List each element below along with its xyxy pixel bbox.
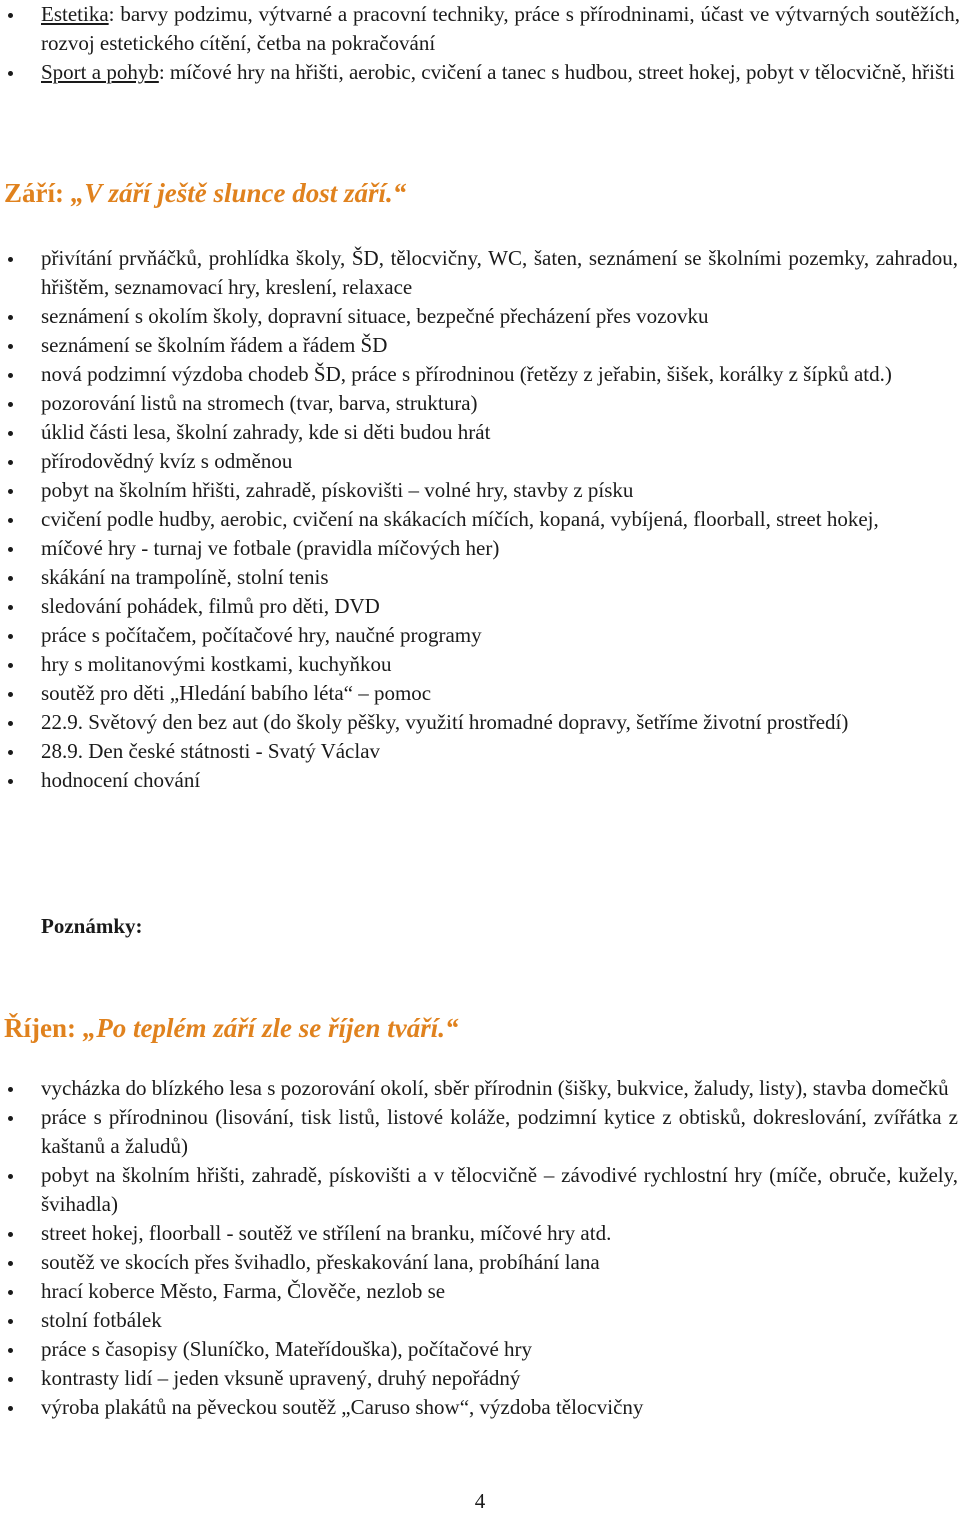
month-label: Říjen: xyxy=(4,1013,76,1043)
list-item: seznámení s okolím školy, dopravní situace, bezpečné přecházení přes vozovku xyxy=(0,302,958,331)
month-motto: „V září ještě slunce dost září.“ xyxy=(70,178,407,208)
list-item: pobyt na školním hřišti, zahradě, pískovišti a v tělocvičně – závodivé rychlostní hry (míče, obruče, kužely, švihadla) xyxy=(0,1161,958,1219)
list-item: pobyt na školním hřišti, zahradě, pískovišti – volné hry, stavby z písku xyxy=(0,476,958,505)
list-item: sledování pohádek, filmů pro děti, DVD xyxy=(0,592,958,621)
list-item: soutěž pro děti „Hledání babího léta“ – pomoc xyxy=(0,679,958,708)
list-item: úklid části lesa, školní zahrady, kde si děti budou hrát xyxy=(0,418,958,447)
list-item: kontrasty lidí – jeden vksuně upravený, druhý nepořádný xyxy=(0,1364,958,1393)
list-item: cvičení podle hudby, aerobic, cvičení na skákacích míčích, kopaná, vybíjená, floorball, street hokej, xyxy=(0,505,958,534)
list-item: přivítání prvňáčků, prohlídka školy, ŠD, tělocvičny, WC, šaten, seznámení se školními pozemky, zahradou, hřištěm, seznamovací hry, kreslení, relaxace xyxy=(0,244,958,302)
list-item: hry s molitanovými kostkami, kuchyňkou xyxy=(0,650,958,679)
category-text: : míčové hry na hřišti, aerobic, cvičení a tanec s hudbou, street hokej, pobyt v tělocvičně, hřišti xyxy=(158,60,955,84)
month-motto: „Po teplém září zle se říjen tváří.“ xyxy=(82,1013,459,1043)
list-item: skákání na trampolíně, stolní tenis xyxy=(0,563,958,592)
category-label: Sport a pohyb xyxy=(41,60,159,84)
list-item: pozorování listů na stromech (tvar, barva, struktura) xyxy=(0,389,958,418)
list-item xyxy=(0,0,960,58)
list-item: 28.9. Den české státnosti - Svatý Václav xyxy=(0,737,958,766)
list-item: street hokej, floorball - soutěž ve střílení na branku, míčové hry atd. xyxy=(0,1219,958,1248)
list-item: míčové hry - turnaj ve fotbale (pravidla míčových her) xyxy=(0,534,958,563)
list-item: nová podzimní výzdoba chodeb ŠD, práce s přírodninou (řetězy z jeřabin, šišek, korálky z šípků atd.) xyxy=(0,360,958,389)
list-item: hodnocení chování xyxy=(0,766,958,795)
list-item: soutěž ve skocích přes švihadlo, přeskakování lana, probíhání lana xyxy=(0,1248,958,1277)
list-item xyxy=(0,58,960,87)
activity-list-october xyxy=(0,1074,958,1422)
notes-label: Poznámky: xyxy=(41,914,143,938)
list-item: práce s časopisy (Sluníčko, Mateřídouška), počítačové hry xyxy=(0,1335,958,1364)
month-heading-september xyxy=(4,176,406,210)
list-item: práce s počítačem, počítačové hry, naučné programy xyxy=(0,621,958,650)
list-item: přírodovědný kvíz s odměnou xyxy=(0,447,958,476)
month-heading-october xyxy=(4,1011,458,1045)
month-label: Září: xyxy=(4,178,64,208)
list-item: seznámení se školním řádem a řádem ŠD xyxy=(0,331,958,360)
intro-list xyxy=(0,0,960,87)
page-number: 4 xyxy=(474,1489,486,1513)
category-text: : barvy podzimu, výtvarné a pracovní techniky, práce s přírodninami, účast ve výtvarných soutěžích, rozvoj estetického cítění, četba na pokračování xyxy=(41,2,960,55)
list-item: výroba plakátů na pěveckou soutěž „Caruso show“, výzdoba tělocvičny xyxy=(0,1393,958,1422)
category-label: Estetika xyxy=(41,2,109,26)
list-item: vycházka do blízkého lesa s pozorování okolí, sběr přírodnin (šišky, bukvice, žaludy, listy), stavba domečků xyxy=(0,1074,958,1103)
list-item: 22.9. Světový den bez aut (do školy pěšky, využití hromadné dopravy, šetříme životní prostředí) xyxy=(0,708,958,737)
list-item: práce s přírodninou (lisování, tisk listů, listové koláže, podzimní kytice z obtisků, dokreslování, zvířátka z kaštanů a žaludů) xyxy=(0,1103,958,1161)
list-item: hrací koberce Město, Farma, Člověče, nezlob se xyxy=(0,1277,958,1306)
list-item: stolní fotbálek xyxy=(0,1306,958,1335)
activity-list-september xyxy=(0,244,958,795)
